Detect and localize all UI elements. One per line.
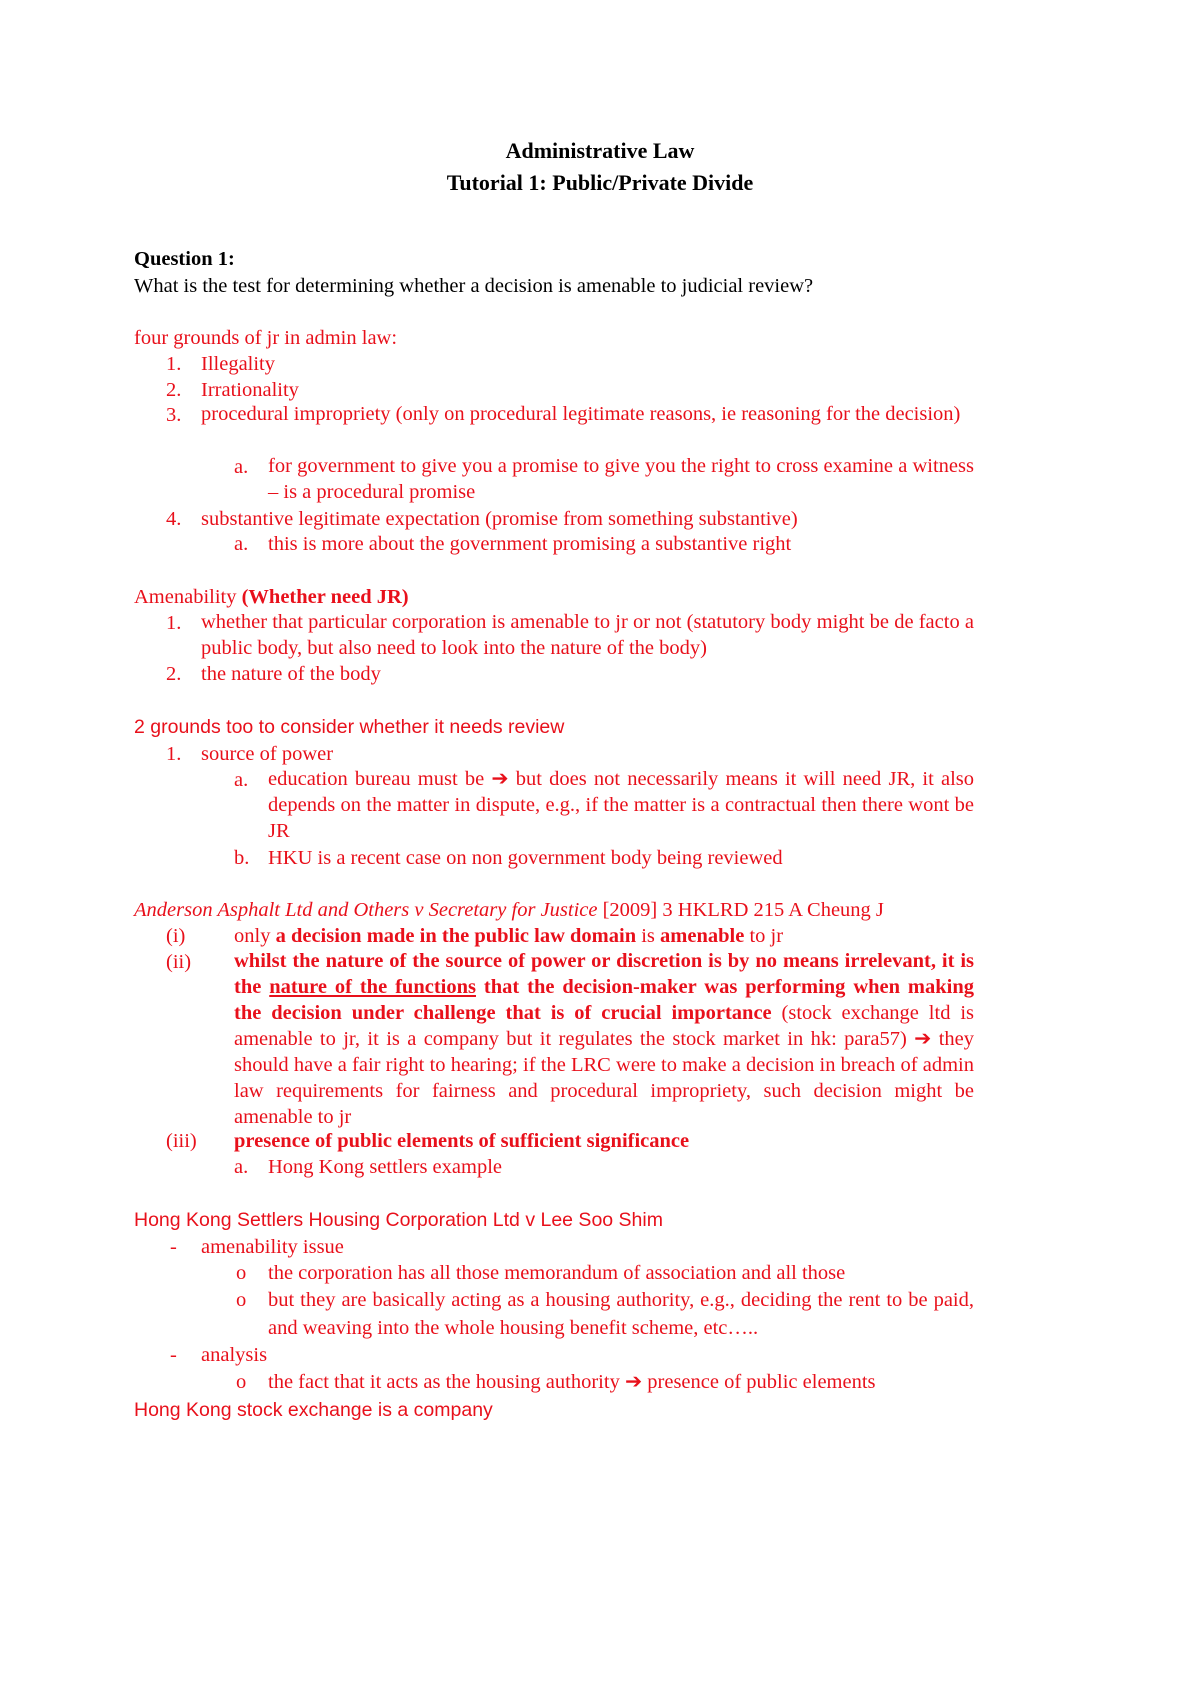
- item-text: presence of public elements: [647, 1371, 876, 1393]
- roman-numeral: (ii): [166, 951, 192, 973]
- list-number: 2.: [166, 379, 182, 401]
- item-text: education bureau must be: [268, 768, 485, 790]
- document-subtitle: Tutorial 1: Public/Private Divide: [446, 170, 754, 195]
- list-letter: a.: [234, 533, 249, 555]
- item-text: to jr: [749, 925, 784, 947]
- list-item: [234, 948, 974, 1130]
- dash-bullet: -: [170, 1344, 177, 1366]
- list-number: 1.: [166, 353, 182, 375]
- item-text: they should have a fair right to hearing; if the LRC were to make a decision in breach of admin law requirements for fairness and procedural impropriety, such decision might be amenable to jr: [234, 1028, 975, 1128]
- list-letter: a.: [234, 456, 249, 478]
- item-text-bold: that the decision-maker was performing when making the decision under challenge that is of crucial importance: [234, 976, 975, 1024]
- list-number: 3.: [166, 404, 182, 426]
- dash-bullet: -: [170, 1236, 177, 1258]
- roman-numeral: (i): [166, 925, 186, 947]
- list-item: Illegality: [201, 353, 276, 375]
- stock-exchange-heading: Hong Kong stock exchange is a company: [134, 1399, 493, 1421]
- two-grounds-heading: 2 grounds too to consider whether it needs review: [134, 716, 565, 738]
- question-label: Question 1:: [134, 248, 235, 270]
- document-title: Administrative Law: [505, 138, 695, 163]
- settlers-heading: Hong Kong Settlers Housing Corporation Ltd v Lee Soo Shim: [134, 1209, 663, 1231]
- circle-bullet: o: [236, 1371, 247, 1393]
- item-text: the fact that it acts as the housing authority: [268, 1371, 620, 1393]
- item-text: but does not necessarily means it will need JR, it also depends on the matter in dispute, e.g., if the matter is a contractual then there wont be JR: [268, 768, 975, 842]
- amenability-heading-bold: (Whether need JR): [241, 586, 409, 608]
- list-item: [268, 1368, 876, 1396]
- amenability-heading-text: Amenability: [134, 586, 237, 608]
- item-text: is: [641, 925, 655, 947]
- list-item: analysis: [201, 1344, 268, 1366]
- item-text: (stock exchange ltd is amenable to jr, it is a company but it regulates the stock market in hk: para57): [234, 1002, 974, 1050]
- list-item: source of power: [201, 743, 334, 765]
- case-name: Anderson Asphalt Ltd and Others v Secretary for Justice: [134, 899, 598, 921]
- list-item: for government to give you a promise to give you the right to cross examine a witness – is a procedural promise: [268, 455, 974, 503]
- list-item: Hong Kong settlers example: [268, 1156, 502, 1178]
- list-item: whether that particular corporation is amenable to jr or not (statutory body might be de facto a public body, but also need to look into the nature of the body): [201, 611, 974, 659]
- amenability-heading: [134, 583, 409, 611]
- list-item: but they are basically acting as a housing authority, e.g., deciding the rent to be paid, and weaving into the whole housing benefit scheme, etc…..: [268, 1289, 974, 1339]
- list-item: the nature of the body: [201, 663, 381, 685]
- list-item: HKU is a recent case on non government body being reviewed: [268, 847, 783, 869]
- list-letter: a.: [234, 1156, 249, 1178]
- list-letter: a.: [234, 769, 249, 791]
- list-item: procedural impropriety (only on procedural legitimate reasons, ie reasoning for the decision): [201, 403, 961, 425]
- item-text-underline: nature of the functions: [269, 976, 476, 998]
- list-item: amenability issue: [201, 1236, 344, 1258]
- list-number: 1.: [166, 612, 182, 634]
- roman-numeral: (iii): [166, 1130, 197, 1152]
- list-item: [268, 766, 974, 844]
- arrow-icon: ➔: [914, 1028, 932, 1050]
- grounds-heading: four grounds of jr in admin law:: [134, 327, 398, 349]
- list-letter: b.: [234, 847, 250, 869]
- list-item: presence of public elements of sufficient significance: [234, 1130, 690, 1152]
- item-text: only: [234, 925, 271, 947]
- list-item: the corporation has all those memorandum of association and all those: [268, 1262, 846, 1284]
- list-number: 4.: [166, 508, 182, 530]
- question-text: What is the test for determining whether a decision is amenable to judicial review?: [134, 275, 814, 297]
- list-number: 2.: [166, 663, 182, 685]
- item-text-bold: amenable: [660, 925, 745, 947]
- list-item: this is more about the government promising a substantive right: [268, 533, 792, 555]
- circle-bullet: o: [236, 1289, 247, 1311]
- list-item: [234, 922, 783, 950]
- item-text-bold: whilst the nature of the source of power or discretion is by no means irrelevant, it is the: [234, 950, 974, 998]
- case-heading: [134, 896, 884, 924]
- item-text-bold: a decision made in the public law domain: [275, 925, 637, 947]
- list-number: 1.: [166, 743, 182, 765]
- circle-bullet: o: [236, 1262, 247, 1284]
- arrow-icon: ➔: [624, 1371, 643, 1393]
- list-item: Irrationality: [201, 379, 299, 401]
- arrow-icon: ➔: [491, 768, 509, 790]
- list-item: substantive legitimate expectation (promise from something substantive): [201, 508, 798, 530]
- case-citation: [2009] 3 HKLRD 215 A Cheung J: [602, 899, 884, 921]
